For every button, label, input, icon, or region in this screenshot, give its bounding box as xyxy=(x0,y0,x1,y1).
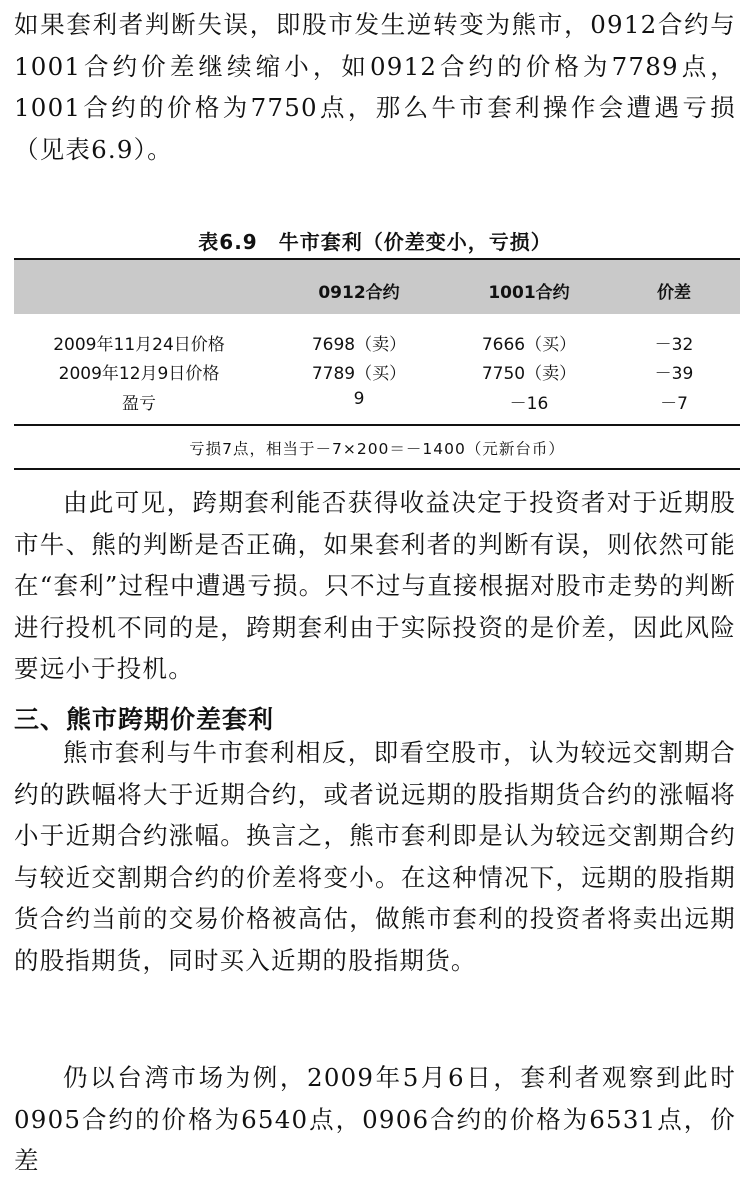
cell-spread: －39 xyxy=(654,364,694,384)
paragraph-loss-scenario: 如果套利者判断失误，即股市发生逆转变为熊市，0912合约与1001合约价差继续缩小，如0912合约的价格为7789点，1001合约的价格为7750点，那么牛市套利操作会遭遇亏损（见表6.9）。 xyxy=(14,10,736,164)
table-middle-rule xyxy=(14,424,740,426)
header-cell-spread: 价差 xyxy=(657,283,691,303)
row-label: 盈亏 xyxy=(122,394,156,414)
table-note: 亏损7点，相当于－7×200＝－1400（元新台币） xyxy=(189,440,565,458)
row-label: 2009年12月9日价格 xyxy=(58,364,220,384)
paragraph-taiwan-example: 仍以台湾市场为例，2009年5月6日，套利者观察到此时0905合约的价格为6540点，0906合约的价格为6531点，价差 xyxy=(14,1063,736,1175)
table-header-row xyxy=(14,260,740,314)
cell-spread: －32 xyxy=(654,335,694,355)
section-heading: 三、熊市跨期价差套利 xyxy=(14,705,275,734)
cell-1001: －16 xyxy=(509,394,549,414)
paragraph-conclusion: 由此可见，跨期套利能否获得收益决定于投资者对于近期股市牛、熊的判断是否正确，如果套利者的判断有误，则依然可能在“套利”过程中遭遇亏损。只不过与直接根据对股市走势的判断进行投机不同的是，跨期套利由于实际投资的是价差，因此风险要远小于投机。 xyxy=(14,488,736,683)
cell-0912: 7789（买） xyxy=(311,364,407,384)
cell-spread: －7 xyxy=(660,394,688,414)
cell-1001: 7666（买） xyxy=(481,335,577,355)
cell-1001: 7750（卖） xyxy=(481,364,577,384)
header-cell-1001: 1001合约 xyxy=(488,283,570,303)
paragraph-bear-spread: 熊市套利与牛市套利相反，即看空股市，认为较远交割期合约的跌幅将大于近期合约，或者说远期的股指期货合约的涨幅将小于近期合约涨幅。换言之，熊市套利即是认为较远交割期合约与较近交割期合约的价差将变小。在这种情况下，远期的股指期货合约当前的交易价格被高估，做熊市套利的投资者将卖出远期的股指期货，同时买入近期的股指期货。 xyxy=(14,738,736,975)
header-cell-0912: 0912合约 xyxy=(318,283,400,303)
row-label: 2009年11月24日价格 xyxy=(53,335,225,355)
cell-0912: 9 xyxy=(353,389,365,409)
table-caption: 表6.9 牛市套利（价差变小，亏损） xyxy=(198,230,552,254)
cell-0912: 7698（卖） xyxy=(311,335,407,355)
table-bottom-rule xyxy=(14,468,740,470)
